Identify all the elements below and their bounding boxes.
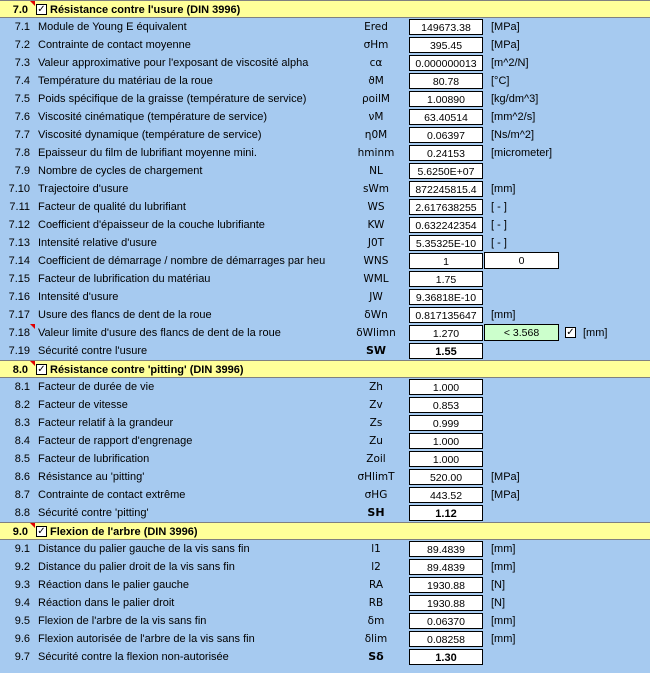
row-description: Module de Young E équivalent: [38, 21, 187, 33]
row-symbol: l2: [371, 561, 381, 573]
unit-label: [mm]: [491, 183, 516, 195]
comment-marker: [30, 1, 35, 6]
comment-marker: [30, 324, 35, 329]
row-number: 8.5: [14, 453, 30, 465]
row-description: Viscosité cinématique (température de service): [38, 111, 268, 123]
section-header-s8: [0, 360, 650, 378]
table-row: [0, 18, 650, 36]
row-description: Contrainte de contact moyenne: [38, 39, 191, 51]
table-row: [0, 594, 650, 612]
row-description: Epaisseur du film de lubrifiant moyenne mini.: [38, 147, 257, 159]
row-number: 7.2: [14, 39, 30, 51]
row-description: Facteur de durée de vie: [38, 381, 155, 393]
value-cell[interactable]: 1.000: [409, 379, 483, 395]
table-row: [0, 630, 650, 648]
row-symbol: Ered: [364, 21, 388, 33]
row-symbol: SH: [367, 506, 385, 519]
row-description: Résistance au 'pitting': [38, 471, 145, 483]
row-description: Flexion autorisée de l'arbre de la vis sans fin: [38, 633, 255, 645]
value-cell[interactable]: 149673.38: [409, 19, 483, 35]
extra-input-cell[interactable]: < 3.568: [484, 324, 559, 341]
row-symbol: JW: [369, 291, 383, 303]
row-symbol: σHG: [364, 489, 388, 501]
row-number: 7.16: [8, 291, 30, 303]
table-row: [0, 378, 650, 396]
unit-label: [ - ]: [491, 201, 507, 213]
row-description: Sécurité contre 'pitting': [38, 507, 149, 519]
value-cell[interactable]: 63.40514: [409, 109, 483, 125]
row-number: 7.9: [14, 165, 30, 177]
row-symbol: RA: [368, 579, 384, 591]
row-number: 8.4: [14, 435, 30, 447]
value-cell[interactable]: 5.35325E-10: [409, 235, 483, 251]
row-description: Viscosité dynamique (température de service): [38, 129, 262, 141]
section-title: Résistance contre 'pitting' (DIN 3996): [50, 364, 244, 376]
table-row: [0, 432, 650, 450]
row-description: Facteur de vitesse: [38, 399, 128, 411]
row-description: Distance du palier gauche de la vis sans fin: [38, 543, 250, 555]
row-symbol: Sδ: [368, 650, 384, 663]
value-cell[interactable]: 1.00890: [409, 91, 483, 107]
table-row: [0, 252, 650, 270]
unit-label: [Ns/m^2]: [491, 129, 535, 141]
unit-label: [N]: [491, 597, 506, 609]
section-number: 9.0: [12, 526, 28, 538]
row-number: 8.7: [14, 489, 30, 501]
unit-label: [MPa]: [491, 21, 520, 33]
row-number: 7.18: [8, 327, 30, 339]
table-row: [0, 612, 650, 630]
row-symbol: KW: [367, 219, 385, 231]
table-row: [0, 504, 650, 522]
row-number: 8.3: [14, 417, 30, 429]
value-cell[interactable]: 872245815.4: [409, 181, 483, 197]
row-number: 8.8: [14, 507, 30, 519]
row-symbol: ρoilM: [362, 93, 390, 105]
unit-label: [N]: [491, 579, 506, 591]
row-number: 7.13: [8, 237, 30, 249]
row-description: Coefficient de démarrage / nombre de démarrages par heu: [38, 255, 326, 267]
table-row: [0, 72, 650, 90]
value-cell[interactable]: 1.000: [409, 433, 483, 449]
table-row: [0, 108, 650, 126]
row-number: 7.5: [14, 93, 30, 105]
row-symbol: η0M: [364, 129, 388, 141]
unit-label: [ - ]: [491, 237, 507, 249]
section-checkbox[interactable]: ✓: [37, 364, 46, 375]
row-symbol: sWm: [362, 183, 390, 195]
row-number: 8.2: [14, 399, 30, 411]
value-cell[interactable]: 0.06370: [409, 613, 483, 629]
value-cell[interactable]: 89.4839: [409, 559, 483, 575]
section-title: Résistance contre l'usure (DIN 3996): [50, 4, 241, 16]
table-row: [0, 36, 650, 54]
value-cell[interactable]: 89.4839: [409, 541, 483, 557]
table-row: [0, 216, 650, 234]
row-description: Facteur de rapport d'engrenage: [38, 435, 193, 447]
section-header-s9: [0, 522, 650, 540]
row-symbol: NL: [369, 165, 383, 177]
table-row: [0, 342, 650, 360]
table-row: [0, 288, 650, 306]
unit-label: [ - ]: [491, 219, 507, 231]
unit-label: [mm]: [491, 309, 516, 321]
section-number: 7.0: [12, 4, 28, 16]
table-row: [0, 234, 650, 252]
value-cell[interactable]: 1930.88: [409, 595, 483, 611]
unit-label: [kg/dm^3]: [491, 93, 539, 105]
unit-label: [mm]: [491, 543, 516, 555]
row-number: 7.17: [8, 309, 30, 321]
unit-label: [mm]: [583, 327, 608, 339]
table-row: [0, 180, 650, 198]
section-number: 8.0: [12, 364, 28, 376]
row-symbol: cα: [369, 57, 383, 69]
table-row: [0, 576, 650, 594]
row-symbol: δm: [367, 615, 385, 627]
row-symbol: Zoil: [366, 453, 386, 465]
row-symbol: Zh: [369, 381, 383, 393]
table-row: [0, 540, 650, 558]
row-number: 7.15: [8, 273, 30, 285]
section-checkbox[interactable]: ✓: [37, 526, 46, 537]
value-cell[interactable]: 2.617638255: [409, 199, 483, 215]
row-number: 7.1: [14, 21, 30, 33]
value-cell[interactable]: 1.30: [409, 649, 483, 665]
row-symbol: Zu: [369, 435, 383, 447]
table-row: [0, 90, 650, 108]
value-cell[interactable]: 80.78: [409, 73, 483, 89]
row-number: 7.8: [14, 147, 30, 159]
row-symbol: δlim: [364, 633, 388, 645]
table-row: [0, 144, 650, 162]
unit-label: [MPa]: [491, 471, 520, 483]
table-row: [0, 414, 650, 432]
table-row: [0, 270, 650, 288]
value-cell[interactable]: 520.00: [409, 469, 483, 485]
row-symbol: Zs: [369, 417, 383, 429]
row-description: Facteur de lubrification du matériau: [38, 273, 211, 285]
row-number: 7.12: [8, 219, 30, 231]
section-checkbox[interactable]: ✓: [37, 4, 46, 15]
value-cell[interactable]: 1930.88: [409, 577, 483, 593]
row-description: Réaction dans le palier gauche: [38, 579, 190, 591]
row-number: 7.10: [8, 183, 30, 195]
row-symbol: WML: [363, 273, 389, 285]
row-number: 7.4: [14, 75, 30, 87]
row-number: 7.11: [9, 201, 30, 213]
row-symbol: ϑM: [368, 75, 384, 87]
row-description: Facteur de lubrification: [38, 453, 150, 465]
unit-label: [mm]: [491, 561, 516, 573]
row-symbol: SW: [365, 344, 387, 357]
value-cell[interactable]: 0.06397: [409, 127, 483, 143]
table-row: [0, 558, 650, 576]
row-symbol: l1: [371, 543, 381, 555]
row-number: 9.7: [14, 651, 30, 663]
row-description: Facteur de qualité du lubrifiant: [38, 201, 186, 213]
row-description: Trajectoire d'usure: [38, 183, 129, 195]
row-description: Intensité d'usure: [38, 291, 119, 303]
value-cell[interactable]: 395.45: [409, 37, 483, 53]
table-row: [0, 324, 650, 342]
row-symbol: δWlimn: [356, 327, 396, 339]
comment-marker: [30, 361, 35, 366]
value-cell[interactable]: 0.817135647: [409, 307, 483, 323]
unit-label: [mm^2/s]: [491, 111, 536, 123]
row-number: 7.6: [14, 111, 30, 123]
row-symbol: σHlimT: [357, 471, 395, 483]
row-symbol: hminm: [357, 147, 395, 159]
value-cell[interactable]: 9.36818E-10: [409, 289, 483, 305]
value-cell[interactable]: 0.853: [409, 397, 483, 413]
row-symbol: WNS: [363, 255, 389, 267]
table-row: [0, 396, 650, 414]
row-symbol: J0T: [367, 237, 385, 249]
unit-label: [m^2/N]: [491, 57, 529, 69]
row-description: Sécurité contre l'usure: [38, 345, 148, 357]
row-description: Nombre de cycles de chargement: [38, 165, 203, 177]
row-description: Facteur relatif à la grandeur: [38, 417, 174, 429]
row-description: Réaction dans le palier droit: [38, 597, 175, 609]
unit-label: [mm]: [491, 615, 516, 627]
value-cell[interactable]: 1.270: [409, 325, 483, 341]
row-description: Flexion de l'arbre de la vis sans fin: [38, 615, 207, 627]
table-row: [0, 54, 650, 72]
row-number: 8.1: [14, 381, 30, 393]
value-cell[interactable]: 1: [409, 253, 483, 269]
unit-label: [°C]: [491, 75, 510, 87]
row-description: Usure des flancs de dent de la roue: [38, 309, 212, 321]
value-cell[interactable]: 0.000000013: [409, 55, 483, 71]
value-cell[interactable]: 1.12: [409, 505, 483, 521]
row-number: 9.3: [14, 579, 30, 591]
value-cell[interactable]: 0.632242354: [409, 217, 483, 233]
unit-label: [mm]: [491, 633, 516, 645]
limit-checkbox[interactable]: ✓: [566, 327, 575, 338]
value-cell[interactable]: 5.6250E+07: [409, 163, 483, 179]
row-symbol: WS: [367, 201, 385, 213]
row-description: Contrainte de contact extrême: [38, 489, 186, 501]
section-header-s7: [0, 0, 650, 18]
value-cell[interactable]: 0.08258: [409, 631, 483, 647]
row-number: 7.3: [14, 57, 30, 69]
section-title: Flexion de l'arbre (DIN 3996): [50, 526, 198, 538]
row-symbol: σHm: [363, 39, 389, 51]
table-row: [0, 126, 650, 144]
comment-marker: [30, 523, 35, 528]
row-symbol: RB: [368, 597, 384, 609]
table-row: [0, 648, 650, 666]
row-description: Valeur limite d'usure des flancs de dent de la roue: [38, 327, 281, 339]
unit-label: [MPa]: [491, 39, 520, 51]
table-row: [0, 468, 650, 486]
extra-input-cell[interactable]: 0: [484, 252, 559, 269]
row-number: 7.14: [8, 255, 30, 267]
row-symbol: δWn: [364, 309, 388, 321]
row-symbol: Zv: [369, 399, 383, 411]
table-row: [0, 198, 650, 216]
row-symbol: νM: [368, 111, 384, 123]
table-row: [0, 486, 650, 504]
row-description: Distance du palier droit de la vis sans fin: [38, 561, 235, 573]
table-row: [0, 450, 650, 468]
value-cell[interactable]: 1.55: [409, 343, 483, 359]
row-number: 8.6: [14, 471, 30, 483]
row-number: 7.7: [14, 129, 30, 141]
value-cell[interactable]: 0.24153: [409, 145, 483, 161]
row-number: 9.1: [14, 543, 30, 555]
table-row: [0, 162, 650, 180]
row-description: Coefficient d'épaisseur de la couche lubrifiante: [38, 219, 265, 231]
row-number: 9.2: [14, 561, 30, 573]
table-row: [0, 306, 650, 324]
value-cell[interactable]: 1.000: [409, 451, 483, 467]
unit-label: [micrometer]: [491, 147, 553, 159]
row-number: 9.6: [14, 633, 30, 645]
row-description: Température du matériau de la roue: [38, 75, 213, 87]
row-number: 9.5: [14, 615, 30, 627]
value-cell[interactable]: 1.75: [409, 271, 483, 287]
value-cell[interactable]: 0.999: [409, 415, 483, 431]
value-cell[interactable]: 443.52: [409, 487, 483, 503]
row-number: 7.19: [8, 345, 30, 357]
row-description: Poids spécifique de la graisse (température de service): [38, 93, 307, 105]
row-description: Valeur approximative pour l'exposant de viscosité alpha: [38, 57, 309, 69]
row-number: 9.4: [14, 597, 30, 609]
row-description: Intensité relative d'usure: [38, 237, 157, 249]
unit-label: [MPa]: [491, 489, 520, 501]
row-description: Sécurité contre la flexion non-autorisée: [38, 651, 229, 663]
